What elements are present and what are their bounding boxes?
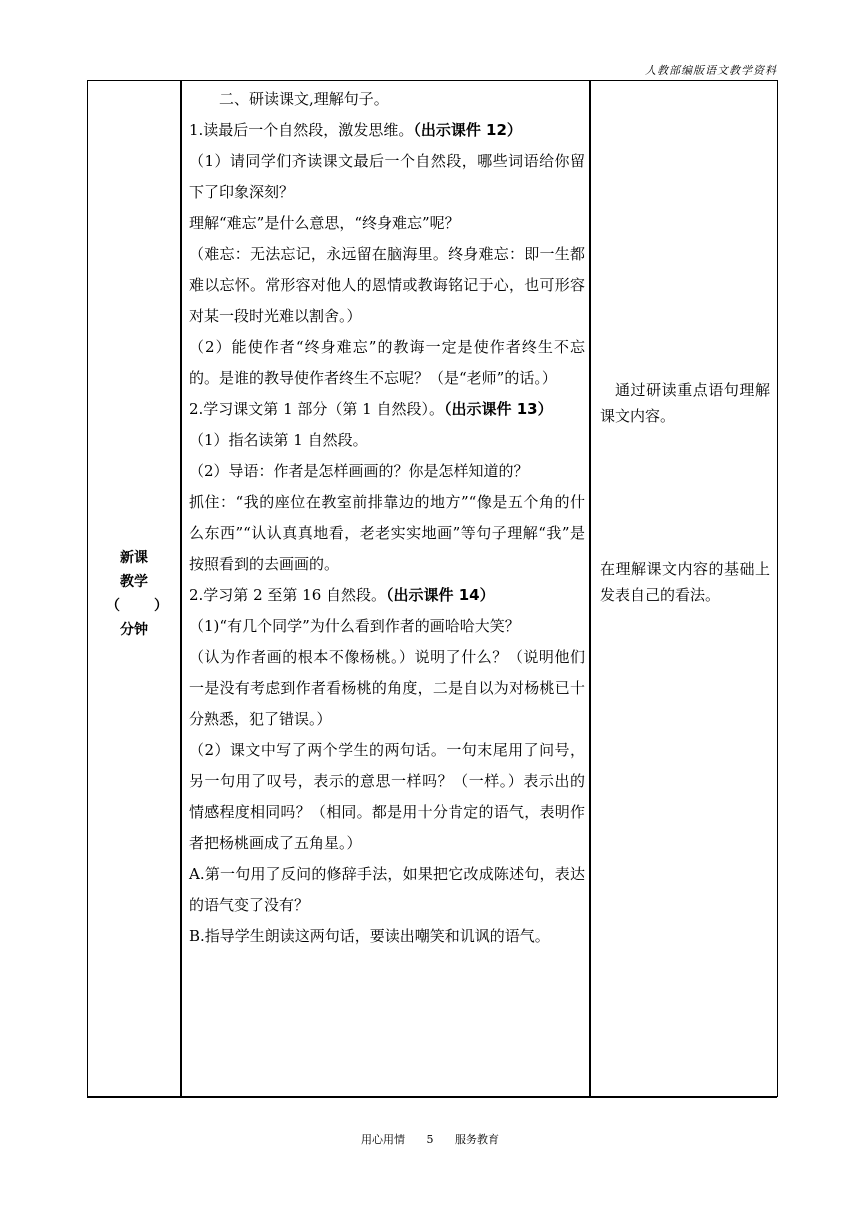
section-label-line2: 教学 — [120, 574, 148, 590]
page-footer — [0, 1131, 860, 1147]
paragraph-text: （难忘：无法忘记，永远留在脑海里。终身难忘：即一生都难以忘怀。常形容对他人的恩情或教诲铭记于心，也可形容对某一段时光难以割舍。） — [189, 245, 585, 325]
section-label — [88, 546, 180, 642]
paragraph-text: （2）课文中写了两个学生的两句话。一句末尾用了问号，另一句用了叹号，表示的意思一样吗？（一样。）表示出的情感程度相同吗？（相同。都是用十分肯定的语气，表明作者把杨桃画成了五角星。） — [189, 741, 585, 852]
content-paragraph — [189, 859, 585, 921]
footer-right: 服务教育 — [455, 1133, 499, 1146]
content-paragraph — [189, 84, 585, 115]
paragraph-text: 抓住：“我的座位在教室前排靠边的地方”“像是五个角的什么东西”“认认真真地看，老老实实地画”等句子理解“我”是按照看到的去画画的。 — [189, 493, 585, 573]
section-label-line1: 新课 — [120, 550, 148, 566]
content-paragraph — [189, 487, 585, 580]
content-paragraph — [189, 239, 585, 332]
paragraph-text: A.第一句用了反问的修辞手法，如果把它改成陈述句，表达的语气变了没有？ — [189, 865, 585, 914]
paragraph-text: 1.读最后一个自然段，激发思维。 — [189, 121, 414, 139]
content-paragraph — [189, 580, 585, 611]
page-number: 5 — [426, 1133, 434, 1146]
paragraph-text: （认为作者画的根本不像杨桃。）说明了什么？（说明他们一是没有考虑到作者看杨桃的角度，二是自以为对杨桃已十分熟悉，犯了错误。） — [189, 648, 585, 728]
paragraph-text: 2.学习课文第 1 部分（第 1 自然段）。 — [189, 400, 444, 418]
table-divider-1 — [180, 80, 182, 1097]
table-divider-2 — [589, 80, 591, 1097]
content-paragraph — [189, 394, 585, 425]
paragraph-text: 二、研读课文,理解句子。 — [219, 90, 389, 108]
paragraph-text: （2）导语：作者是怎样画画的？你是怎样知道的？ — [189, 462, 529, 480]
header-rule — [87, 80, 777, 81]
header-text: 人教部编版语文教学资料 — [645, 64, 777, 77]
section-label-paren — [88, 594, 180, 618]
content-paragraph — [189, 642, 585, 735]
content-paragraph — [189, 332, 585, 394]
table-border-bottom — [87, 1096, 777, 1098]
content-paragraph — [189, 921, 585, 952]
content-paragraph — [189, 146, 585, 208]
courseware-reference: （出示课件 12） — [413, 121, 522, 139]
paragraph-text: （1)“有几个同学”为什么看到作者的画哈哈大笑？ — [189, 617, 520, 635]
teaching-note-1: 通过研读重点语句理解课文内容。 — [600, 381, 770, 425]
section-label-line3: 分钟 — [120, 622, 148, 638]
paragraph-text: （2）能使作者“终身难忘”的教诲一定是使作者终生不忘的。是谁的教导使作者终生不忘呢？（是“老师”的话。） — [189, 338, 585, 387]
lesson-content — [189, 84, 585, 952]
content-paragraph — [189, 425, 585, 456]
footer-left: 用心用情 — [361, 1133, 405, 1146]
paragraph-text: 2.学习第 2 至第 16 自然段。 — [189, 586, 387, 604]
content-paragraph — [189, 735, 585, 859]
paragraph-text: （1）请同学们齐读课文最后一个自然段，哪些词语给你留下了印象深刻？ — [189, 152, 585, 201]
courseware-reference: （出示课件 13） — [443, 400, 553, 418]
paragraph-text: B.指导学生朗读这两句话，要读出嘲笑和讥讽的语气。 — [189, 927, 550, 945]
content-paragraph — [189, 208, 585, 239]
paren-close: ） — [154, 598, 168, 614]
teaching-note-2: 在理解课文内容的基础上发表自己的看法。 — [600, 560, 770, 604]
table-border-right — [777, 80, 778, 1097]
paragraph-text: （1）指名读第 1 自然段。 — [189, 431, 368, 449]
paragraph-text: 理解“难忘”是什么意思，“终身难忘”呢？ — [189, 214, 460, 232]
paren-open: （ — [106, 598, 120, 614]
content-paragraph — [189, 456, 585, 487]
content-paragraph — [189, 611, 585, 642]
content-paragraph — [189, 115, 585, 146]
courseware-reference: （出示课件 14） — [386, 586, 495, 604]
